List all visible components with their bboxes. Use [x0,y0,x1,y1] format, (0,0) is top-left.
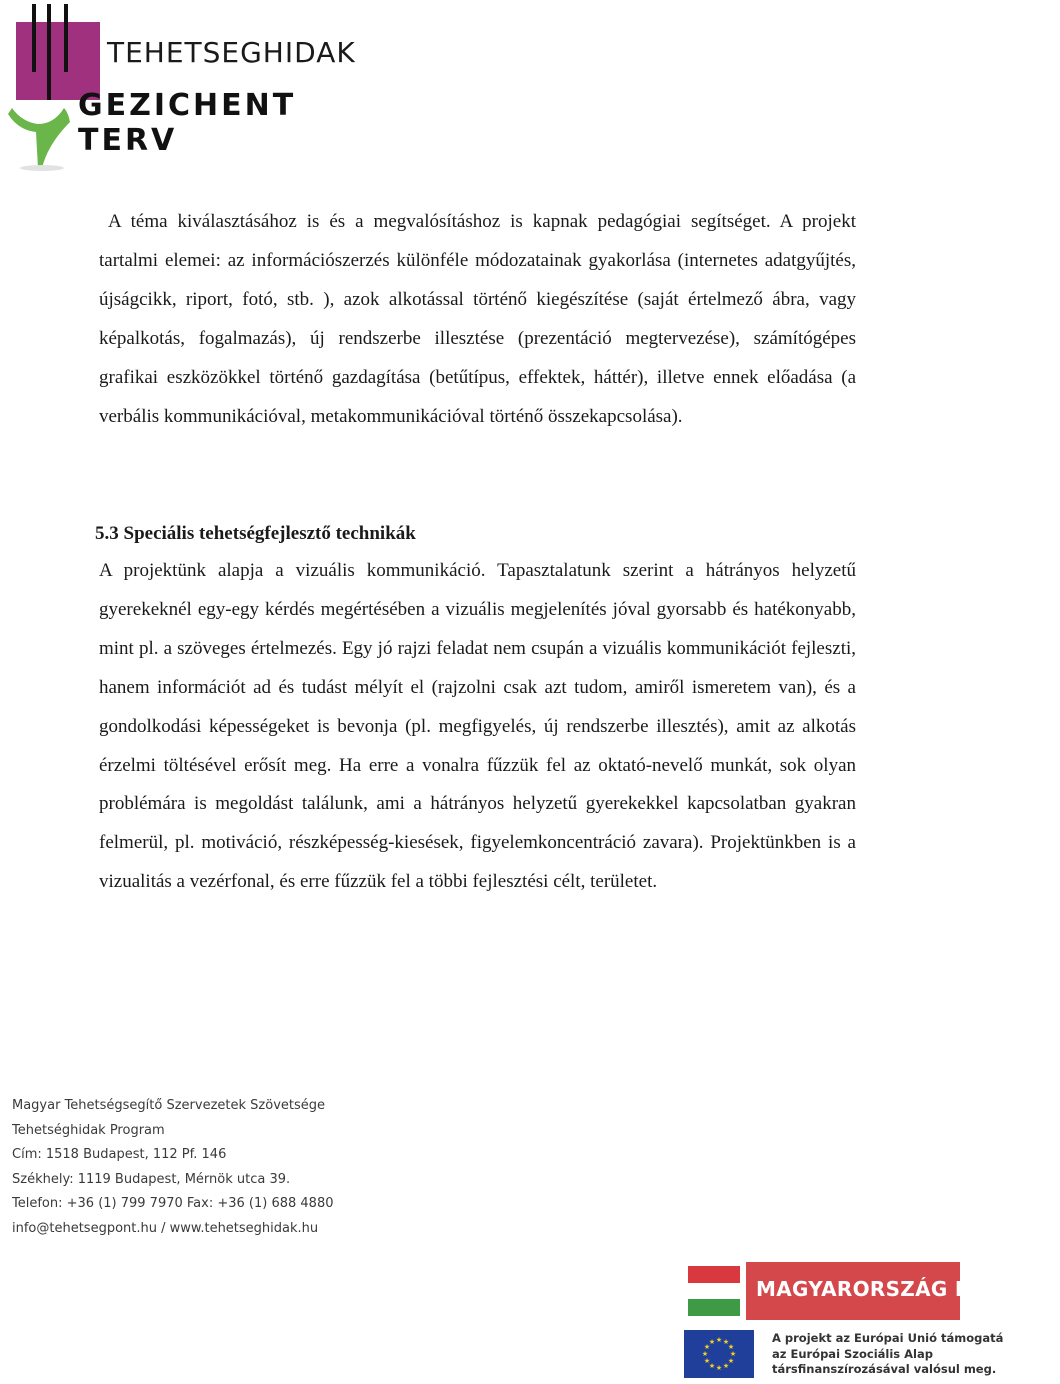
paragraph-main: A projektünk alapja a vizuális kommunikáció. Tapasztalatunk szerint a hátrányos helyzetű gyerekeknél egy-egy kérdés megértésében a vizuális megjelenítés jóval gyorsabb és hatékonyabb, mint pl. a szöveges értelmezés. Egy jó rajzi feladat nem csupán a vizuális kommunikációt fejleszti, hanem információt ad és tudást mélyít el (rajzolni csak azt tudom, amiről ismeretem van), és a gondolkodási képességeket is bevonja (pl. megfigyelés, új rendszerbe illesztés), amit az alkotás érzelmi töltésével erősít meg. Ha erre a vonalra fűzzük fel az oktató-nevelő munkát, sok olyan problémára is megoldást találunk, ami a hátrányos helyzetű gyerekekkel kapcsolatban gyakran felmerül, pl. motiváció, részképesség-kiesések, figyelemkoncentráció zavara). Projektünkben is a vizualitás a vezérfonal, és erre fűzzük fel a többi fejlesztési célt, területet. [99,560,856,893]
eu-stars-icon [684,1330,754,1378]
banner-label-area [746,1262,1060,1320]
section-heading: 5.3 Speciális tehetségfejlesztő technikák [95,523,416,544]
hungarian-flag-icon [688,1266,740,1316]
footer-seat: Székhely: 1119 Budapest, Mérnök utca 39. [12,1171,291,1187]
svg-text:★: ★ [703,1343,711,1351]
svg-text:★: ★ [708,1362,716,1370]
eu-line-3: társfinanszírozásával valósul meg. [772,1362,997,1376]
magyarorszag-megujul-banner [684,1262,1060,1320]
svg-text:★: ★ [727,1357,735,1365]
footer-phone: Telefon: +36 (1) 799 7970 Fax: +36 (1) 688 4880 [12,1196,334,1211]
footer-program: Tehetséghidak Program [12,1122,165,1138]
svg-text:★: ★ [715,1364,723,1372]
footer-org: Magyar Tehetségsegítő Szervezetek Szövetsége [12,1098,326,1113]
footer-web[interactable]: info@tehetsegpont.hu / www.tehetseghidak.hu [12,1220,319,1236]
logo-stem-right [64,4,68,72]
eu-flag-icon [684,1330,754,1378]
footer-address: Cím: 1518 Budapest, 112 Pf. 146 [12,1147,227,1162]
partial-header-title: GEZICHENT TERV [78,88,297,158]
logo-text: TEHETSEGHIDAK [107,36,356,69]
eu-funding-note [772,1331,1003,1378]
eu-line-1: A projekt az Európai Unió támogatá [772,1331,1004,1345]
svg-text:★: ★ [729,1350,737,1358]
paragraph-intro: A téma kiválasztásához is és a megvalósításhoz is kapnak pedagógiai segítséget. A projekt tartalmi elemei: az információszerzés különféle módozatainak gyakorlása (internetes adatgyűjtés, újságcikk, riport, fotó, stb. ), azok alkotással történő kiegészítése (saját értelmező ábra, vagy képalkotás, fogalmazás), új rendszerbe illesztése (prezentáció megtervezése), számítógépes grafikai eszközökkel történő gazdagítása (betűtípus, effektek, háttér), illetve ennek előadása (a verbális kommunikációval, metakommunikációval történő összekapcsolása). [99,211,856,427]
svg-text:★: ★ [708,1338,716,1346]
svg-text:★: ★ [722,1338,730,1346]
green-leaf-icon [8,108,74,174]
banner-text: MAGYARORSZÁG MEGÚJUL [756,1277,1060,1301]
svg-text:★: ★ [722,1362,730,1370]
svg-text:★: ★ [703,1357,711,1365]
svg-text:★: ★ [715,1336,723,1344]
svg-text:★: ★ [701,1350,709,1358]
footer-contact [12,1094,334,1241]
logo-stem-left [32,4,36,72]
eu-line-2: az Európai Szociális Alap [772,1346,933,1361]
logo-stem-middle [47,4,51,100]
svg-text:★: ★ [727,1343,735,1351]
